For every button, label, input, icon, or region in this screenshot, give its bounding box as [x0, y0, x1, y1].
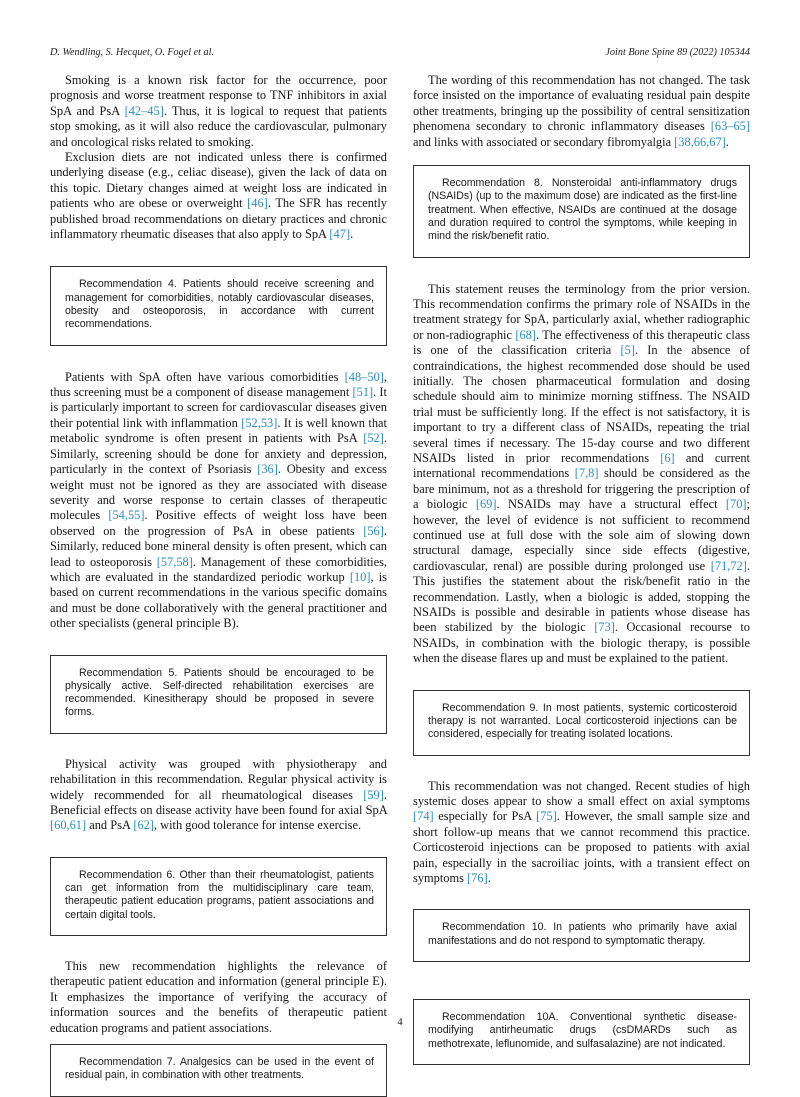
paragraph-text: . — [350, 227, 354, 242]
paragraph-text: . Thus, it is logical to request that patients stop smoking, as it will also reduce the cardiovascular, pulmonary and oncological risks related to smoking. — [50, 103, 387, 149]
citation-link[interactable]: [54,55] — [108, 508, 145, 523]
citation-link[interactable]: [59] — [363, 787, 384, 802]
paragraph-text: and current international recommendations — [413, 450, 750, 481]
paragraph-text: . Obesity and excess weight must not be ignored as they are associated with disease severity and worse response to certain classes of therapeutic molecules — [50, 462, 387, 523]
paragraph-residual-pain — [413, 73, 750, 150]
paragraph-text: especially for PsA — [433, 809, 537, 824]
paragraph-text: . Beneficial effects on disease activity have been found for axial SpA — [50, 787, 387, 817]
paragraph-text: . Occasional recourse to NSAIDs, in combination with the biologic therapy, is possible when the disease flares up and must be explained to the patient. — [413, 620, 750, 666]
paragraph-text: The wording of this recommendation has not changed. The task force insisted on the importance of evaluating residual pain despite other treatments, bringing up the possibility of central sensitization phenomena secondary to chronic inflammatory diseases — [413, 73, 750, 134]
recommendation-4-box: Recommendation 4. Patients should receive screening and management for comorbidities, notably cardiovascular diseases, obesity and osteoporosis, in accordance with current recommendations. — [50, 266, 387, 345]
paragraph-text: Physical activity was grouped with physiotherapy and rehabilitation in this recommendation. Regular physical activity is widely recommended for all rheumatological diseases — [50, 756, 387, 802]
citation-link[interactable]: [57,58] — [156, 554, 193, 569]
paragraph-text: This statement reuses the terminology from the prior version. This recommendation confirms the primary role of NSAIDs in the treatment strategy for SpA, particularly axial, whether radiographic or non-radiographic — [413, 281, 750, 342]
recommendation-5-box: Recommendation 5. Patients should be encouraged to be physically active. Self-directed rehabilitation exercises are recommended. Kinesitherapy should be proposed in severe forms. — [50, 655, 387, 734]
paragraph-physical-activity — [50, 757, 387, 834]
paragraph-text: . Positive effects of weight loss have been observed on the progression of PsA in obese patients — [50, 508, 387, 538]
citation-link[interactable]: [71,72] — [710, 558, 747, 573]
citation-link[interactable]: [60,61] — [50, 818, 87, 833]
citation-link[interactable]: [38,66,67] — [674, 134, 726, 149]
page-number: 4 — [397, 1017, 403, 1028]
paragraph-text: Patients with SpA often have various comorbidities — [65, 369, 345, 384]
paragraph-text: , with good tolerance for intense exercise. — [153, 818, 362, 833]
paragraph-text: . — [487, 871, 491, 885]
citation-link[interactable]: [56] — [363, 523, 384, 538]
citation-link[interactable]: [36] — [257, 462, 278, 477]
citation-link[interactable]: [7,8] — [574, 466, 599, 481]
paragraph-diets — [50, 150, 387, 242]
citation-link[interactable]: [74] — [413, 809, 434, 824]
left-column — [50, 73, 387, 1097]
citation-link[interactable]: [68] — [515, 327, 536, 342]
recommendation-8-box: Recommendation 8. Nonsteroidal anti-inflammatory drugs (NSAIDs) (up to the maximum dose) are indicated as the first-line treatment. When effective, NSAIDs are continued at the dosage and duration required to control the symptoms, while keeping in mind the risk/benefit ratio. — [413, 165, 750, 257]
citation-link[interactable]: [48–50] — [344, 369, 384, 384]
paragraph-comorbidities — [50, 370, 387, 632]
paragraph-text: Exclusion diets are not indicated unless there is confirmed underlying disease (e.g., celiac disease), given the lack of data on this topic. Dietary changes aimed at weight loss are indicated in patients who are obese or overweight — [50, 150, 387, 211]
recommendation-10a-box: Recommendation 10A. Conventional synthetic disease-modifying antirheumatic drugs (csDMARDs such as methotrexate, leflunomide, and sulfasalazine) are not indicated. — [413, 999, 750, 1065]
paragraph-text: ; however, the level of evidence is not sufficient to recommend continued use at full dose with the sole aim of slowing down structural damage, especially since side effects (digestive, cardiovascular, renal) are possible during prolonged use — [413, 497, 750, 573]
citation-link[interactable]: [6] — [660, 450, 675, 465]
paragraph-nsaids — [413, 282, 750, 667]
paragraph-smoking — [50, 73, 387, 150]
citation-link[interactable]: [51] — [352, 385, 374, 400]
paragraph-text: . Similarly, screening should be done for anxiety and depression, particularly in the context of Psoriasis — [50, 431, 387, 477]
citation-link[interactable]: [76] — [467, 871, 488, 885]
paragraph-text: . This justifies the statement about the risk/benefit ratio in the recommendation. Lastly, when a biologic is added, stopping the NSAIDs is possible and desirable in patients whose disease has been stabilized by the biologic — [413, 558, 750, 635]
paragraph-corticosteroids — [413, 779, 750, 887]
paragraph-text: . The effectiveness of this therapeutic class is one of the classification criteria — [413, 327, 750, 358]
citation-link[interactable]: [10] — [349, 569, 371, 584]
paragraph-text: This new recommendation highlights the relevance of therapeutic patient education and information (general principle E). It emphasizes the importance of verifying the accuracy of information sources and the benefits of therapeutic patient education programs and patient associations. — [50, 958, 387, 1035]
citation-link[interactable]: [52,53] — [241, 415, 278, 430]
right-column — [413, 73, 750, 1065]
citation-link[interactable]: [75] — [536, 809, 557, 824]
paragraph-text: . Similarly, reduced bone mineral density is often present, which can lead to osteoporosis — [50, 523, 387, 569]
recommendation-10-box: Recommendation 10. In patients who primarily have axial manifestations and do not respond to symptomatic therapy. — [413, 909, 750, 962]
paragraph-text: . However, the small sample size and short follow-up means that we cannot recommend this practice. Corticosteroid injections can be proposed to patients with axial pain, especially in the sacroiliac joints, with a transient effect on symptoms — [413, 809, 750, 885]
paragraph-text: This recommendation was not changed. Recent studies of high systemic doses appear to show a small effect on axial symptoms — [413, 778, 750, 808]
citation-link[interactable]: [47] — [329, 227, 351, 242]
citation-link[interactable]: [73] — [594, 620, 615, 635]
citation-link[interactable]: [52] — [363, 431, 384, 446]
paragraph-text: . NSAIDs may have a structural effect — [496, 497, 726, 512]
paragraph-text: . The SFR has recently published broad recommendations on dietary practices and chronic inflammatory rheumatic diseases that also apply to SpA — [50, 196, 387, 242]
paragraph-text: . It is well known that metabolic syndrome is often present in patients with PsA — [50, 415, 387, 446]
recommendation-7-box: Recommendation 7. Analgesics can be used in the event of residual pain, in combination with other treatments. — [50, 1044, 387, 1097]
citation-link[interactable]: [70] — [725, 497, 747, 512]
running-header-journal: Joint Bone Spine 89 (2022) 105344 — [605, 47, 750, 58]
citation-link[interactable]: [5] — [620, 343, 635, 358]
citation-link[interactable]: [62] — [133, 818, 154, 833]
paragraph-text: should be considered as the bare minimum, not as a threshold for triggering the prescription of a biologic — [413, 466, 751, 512]
paragraph-text: and links with associated or secondary fibromyalgia — [413, 134, 675, 149]
paragraph-text: . It is particularly important to screen for cardiovascular diseases given their potential link with inflammation — [50, 385, 388, 430]
paragraph-text: . Management of these comorbidities, which are evaluated in the standardized periodic workup — [50, 554, 387, 584]
paragraph-text: and PsA — [86, 818, 134, 833]
recommendation-6-box: Recommendation 6. Other than their rheumatologist, patients can get information from the multidisciplinary care team, therapeutic patient education programs, patient associations and certain digital tools. — [50, 857, 387, 936]
recommendation-9-box: Recommendation 9. In most patients, systemic corticosteroid therapy is not warranted. Local corticosteroid injections can be considered, especially for treating isolated locations. — [413, 690, 750, 756]
citation-link[interactable]: [63–65] — [710, 119, 750, 134]
citation-link[interactable]: [69] — [475, 497, 497, 512]
paragraph-text: , is based on current recommendations in the various specific domains and must be done collaboratively with the general practitioner and other specialists (general principle B). — [50, 569, 388, 631]
paragraph-text: . In the absence of contraindications, the highest recommended dose should be used initially. The chosen pharmaceutical formulation and dosing schedule should aim to minimize morning stiffness. The NSAID trial must be sufficiently long. If the effect is not satisfactory, it is important to try a different class of NSAIDs, repeating the trial several times if necessary. The 15-day course and two different NSAIDs listed in prior recommendations — [413, 343, 750, 465]
paragraph-text: Smoking is a known risk factor for the occurrence, poor prognosis and worse treatment response to TNF inhibitors in axial SpA and PsA — [50, 73, 387, 118]
paragraph-text: . — [725, 134, 729, 149]
citation-link[interactable]: [42–45] — [124, 103, 164, 118]
citation-link[interactable]: [46] — [247, 196, 268, 211]
paragraph-text: , thus screening must be a component of disease management — [50, 369, 387, 400]
running-header-authors: D. Wendling, S. Hecquet, O. Fogel et al. — [50, 47, 215, 58]
